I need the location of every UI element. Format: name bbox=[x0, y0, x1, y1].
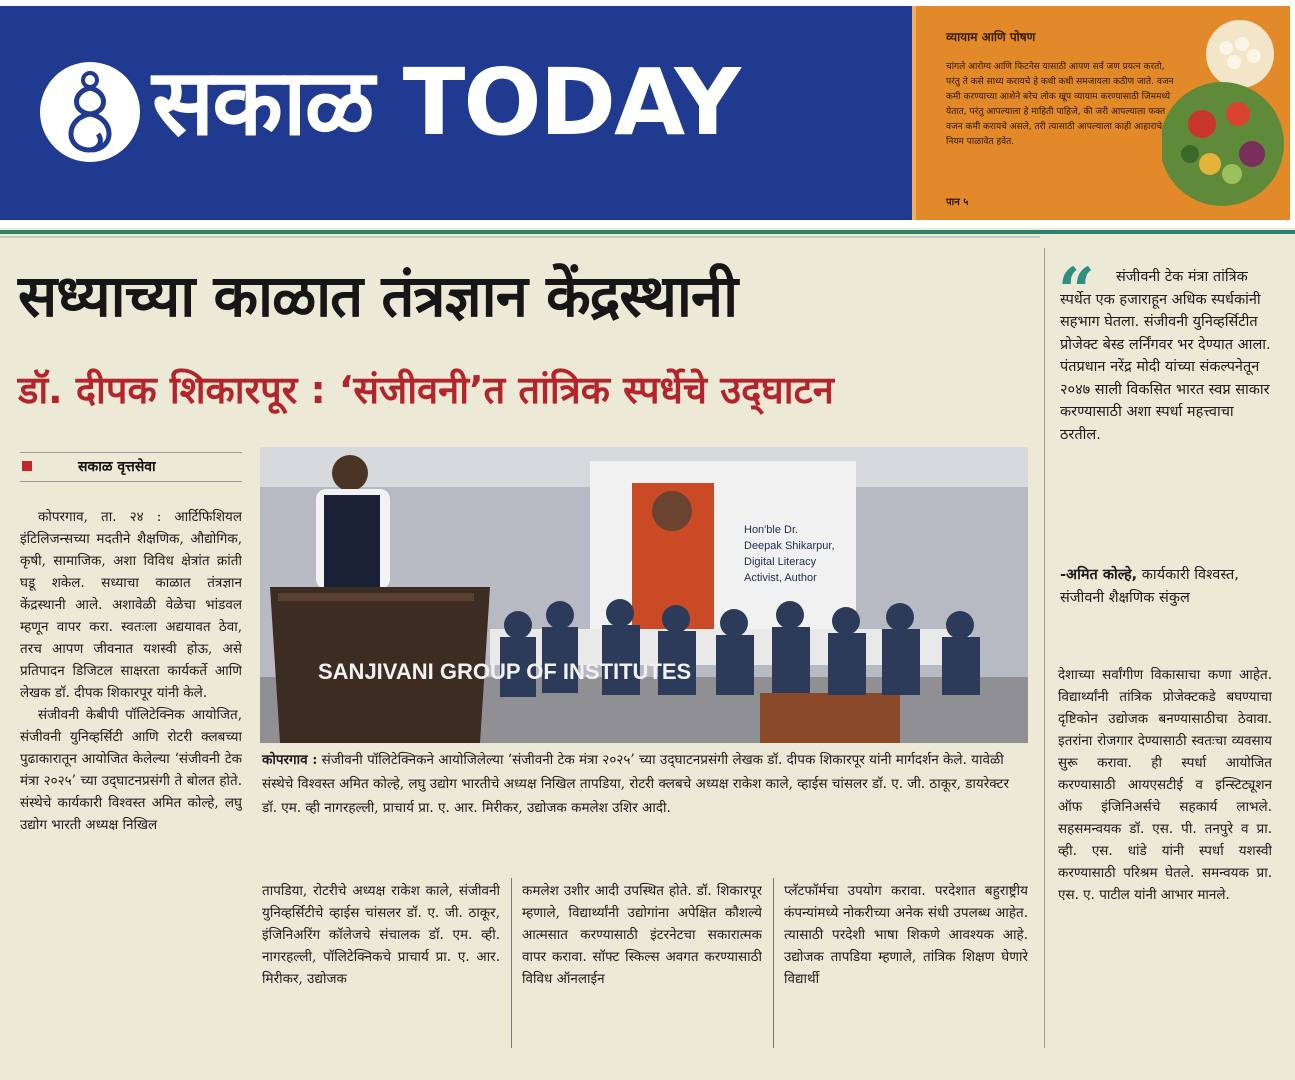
svg-text:SANJIVANI GROUP OF INSTITUTES bbox=[318, 659, 691, 684]
article-column-1 bbox=[20, 506, 242, 1046]
byline-square-icon bbox=[22, 461, 32, 471]
column-1-paragraph-1: कोपरगाव, ता. २४ : आर्टिफिशियल इंटिलिजन्सच्या मदतीने शैक्षणिक, औद्योगिक, कृषी, सामाजिक, अशा विविध क्षेत्रांत क्रांती घडू शकेल. सध्याचा काळात तंत्रज्ञान केंद्रस्थानी आले. अशावेळी वेळेचा भांडवल म्हणून वापर करा. स्वतःला अद्ययावत ठेवा, तरच आपण जीवनात यशस्वी होऊ, असे प्रतिपादन डिजिटल साक्षरता कार्यकर्ते आणि लेखक डॉ. दीपक शिकारपूर यांनी केले. bbox=[20, 509, 242, 701]
masthead-divider bbox=[0, 230, 1295, 234]
column-separator bbox=[773, 878, 774, 1048]
svg-text:Hon'ble Dr. Deepak Shika: Hon'ble Dr. Deepak Shikarpur, Digital Literacy Activist, Author bbox=[744, 524, 835, 584]
article-column-3: कमलेश उशीर आदी उपस्थित होते. डॉ. शिकारपूर म्हणाले, विद्यार्थ्यांनी उद्योगांना अपेक्षित कौशल्ये आत्मसात करण्यासाठी इंटरनेटचा सकारात्मक वापर करावा. सॉफ्ट स्किल्स अवगत करण्यासाठी विविध ऑनलाईन bbox=[522, 883, 762, 987]
promo-box bbox=[912, 6, 1290, 220]
event-photo-image bbox=[260, 447, 1028, 743]
column-separator bbox=[511, 878, 512, 1048]
event-photo bbox=[260, 447, 1028, 743]
byline-text: सकाळ वृत्तसेवा bbox=[78, 459, 156, 475]
promo-text: चांगले आरोग्य आणि फिटनेस यासाठी आपण सर्व जण प्रयत्न करतो, परंतु ते कसे साध्य करायचे हे कधी कधी समजायला कठीण जाते. वजन कमी करण्याच्या आशेने बरेच लोक खूप व्यायाम करण्यासाठी जिममध्ये येतात, परंतु आपल्याला हे माहिती पाहिजे, की जरी आपल्याला फक्त वजन कमी करायचे असले, तरी त्यासाठी आपल्याला काही आहाराचे नियम पाळावेत हवेत. bbox=[946, 62, 1174, 147]
right-column-divider bbox=[1044, 248, 1045, 1048]
article-headline: सध्याच्या काळात तंत्रज्ञान केंद्रस्थानी bbox=[18, 262, 738, 330]
quote-author bbox=[1060, 564, 1272, 609]
sakal-logo-icon bbox=[58, 68, 122, 156]
column-1-paragraph-2: संजीवनी केबीपी पॉलिटेक्निक आयोजित, संजीवनी युनिव्हर्सिटी आणि रोटरी क्लबच्या पुढाकारातून आयोजित केलेल्या ‘संजीवनी टेक मंत्रा २०२५’ च्या उद्‌घाटनप्रसंगी ते बोलत होते. संस्थेचे कार्यकारी विश्वस्त अमित कोल्हे, लघु उद्योग भारती अध्यक्ष निखिल bbox=[20, 707, 242, 833]
caption-dateline: कोपरगाव : bbox=[262, 752, 318, 768]
promo-heading: व्यायाम आणि पोषण bbox=[946, 30, 1036, 44]
caption-text: संजीवनी पॉलिटेक्निकने आयोजिलेल्या ‘संजीवनी टेक मंत्रा २०२५’ च्या उद्‌घाटनप्रसंगी लेखक डॉ. दीपक शिकारपूर यांनी मार्गदर्शन केले. यावेळी संस्थेचे विश्वस्त अमित कोल्हे, लघु उद्योग भारतीचे अध्यक्ष निखिल तापडिया, रोटरी क्लबचे अध्यक्ष राकेश काले, व्हाईस चांसलर डॉ. ए. जी. ठाकूर, डायरेक्टर डॉ. एम. व्ही नागरहल्ली, प्राचार्य प्रा. ए. आर. मिरीकर, उद्योजक कमलेश उशिर आदी. bbox=[262, 752, 1009, 816]
masthead-subdivider bbox=[0, 236, 1040, 238]
masthead-title: सकाळ TODAY bbox=[152, 49, 739, 156]
salad-bowl-image bbox=[1162, 14, 1290, 214]
promo-page-ref: पान ५ bbox=[946, 197, 969, 208]
pull-quote bbox=[1060, 266, 1272, 446]
photo-caption bbox=[262, 748, 1026, 858]
quote-author-title: कार्यकारी विश्वस्त, संजीवनी शैक्षणिक संकुल bbox=[1060, 567, 1239, 606]
article-column-2: तापडिया, रोटरीचे अध्यक्ष राकेश काले, संजीवनी युनिव्हर्सिटीचे व्हाईस चांसलर डॉ. ए. जी. ठाकूर, इंजिनिअरिंग कॉलेजचे संचालक डॉ. एम. व्ही. नागरहल्ली, पॉलिटेक्निकचे प्राचार्य प्रा. ए. आर. मिरीकर, उद्योजक bbox=[262, 883, 500, 987]
pull-quote-text: संजीवनी टेक मंत्रा तांत्रिक स्पर्धेत एक हजाराहून अधिक स्पर्धकांनी सहभाग घेतला. संजीवनी युनिव्हर्सिटीत प्रोजेक्ट बेस्ड लर्निंगवर भर देण्यात आला. पंतप्रधान नरेंद्र मोदी यांच्या संकल्पनेतून २०४७ साली विकसित भारत स्वप्न साकार करण्यासाठी अशा स्पर्धा महत्त्वाचा ठरतील. bbox=[1060, 269, 1271, 443]
article-column-5: देशाच्या सर्वांगीण विकासाचा कणा आहेत. विद्यार्थ्यांनी तांत्रिक प्रोजेक्टकडे बघण्याचा दृष्टिकोन उद्योजक बनण्यासाठीचा ठेवावा. इतरांना रोजगार देण्यासाठी स्वतःचा व्यवसाय सुरू करावा. ही स्पर्धा आयोजित करण्यासाठी आयएसटीई व इन्स्टिट्यूशन ऑफ इंजिनिअर्सचे सहकार्य लाभले. सहसमन्वयक डॉ. एस. पी. तनपुरे व प्रा. व्ही. एस. धांडे यांनी स्पर्धा यशस्वी करण्यासाठी परिश्रम घेतले. समन्वयक प्रा. एस. ए. पाटील यांनी आभार मानले. bbox=[1058, 667, 1272, 903]
podium-text: SANJIVANI GROUP OF INSTITUTES bbox=[318, 659, 692, 684]
article-subheadline: डॉ. दीपक शिकारपूर : ‘संजीवनी’त तांत्रिक स्पर्धेचे उद्‌घाटन bbox=[18, 368, 834, 412]
masthead bbox=[0, 0, 1295, 228]
quote-author-name: -अमित कोल्हे, bbox=[1060, 567, 1138, 583]
article-column-4: प्लॅटफॉर्मचा उपयोग करावा. परदेशात बहुराष्ट्रीय कंपन्यांमध्ये नोकरीच्या अनेक संधी उपलब्ध आहेत. त्यासाठी परदेशी भाषा शिकणे आवश्यक आहे. उद्योजक तापडिया म्हणाले, तांत्रिक शिक्षण घेणारे विद्यार्थी bbox=[784, 883, 1028, 987]
quote-mark-icon: “ bbox=[1058, 254, 1095, 329]
byline bbox=[20, 452, 242, 482]
